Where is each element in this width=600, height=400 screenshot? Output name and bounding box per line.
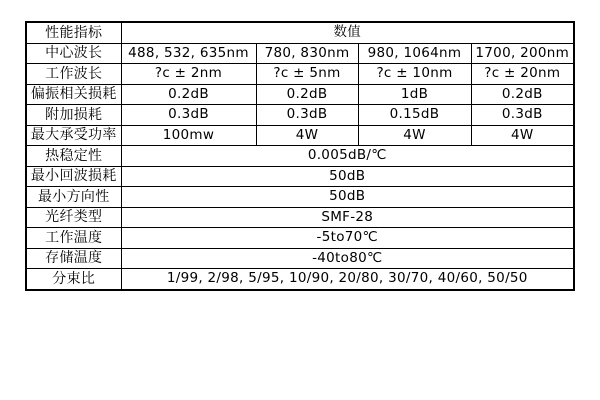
value-cell: -40to80℃ [121, 248, 574, 269]
row-min-return-loss [26, 166, 574, 187]
value-cell: 4W [256, 125, 358, 146]
spec-table [25, 21, 575, 291]
row-label: 分束比 [26, 269, 121, 290]
row-excess-loss [26, 105, 574, 126]
row-label: 工作温度 [26, 228, 121, 249]
value-cell: 1dB [358, 84, 471, 105]
value-cell: ?c ± 10nm [358, 64, 471, 85]
value-cell: 1/99, 2/98, 5/95, 10/90, 20/80, 30/70, 40/60, 50/50 [121, 269, 574, 290]
row-label: 最小回波损耗 [26, 166, 121, 187]
value-cell: ?c ± 2nm [121, 64, 256, 85]
value-cell: 4W [358, 125, 471, 146]
row-thermal-stability [26, 146, 574, 167]
row-label: 最大承受功率 [26, 125, 121, 146]
value-cell: 0.3dB [471, 105, 574, 126]
value-cell: 0.2dB [121, 84, 256, 105]
row-label: 偏振相关损耗 [26, 84, 121, 105]
row-min-directivity [26, 187, 574, 208]
row-header [26, 22, 574, 43]
row-working-wavelength [26, 64, 574, 85]
row-polarization-dependent-loss [26, 84, 574, 105]
row-label: 中心波长 [26, 43, 121, 64]
value-cell: ?c ± 5nm [256, 64, 358, 85]
value-cell: 0.15dB [358, 105, 471, 126]
row-center-wavelength [26, 43, 574, 64]
value-cell: ?c ± 20nm [471, 64, 574, 85]
value-cell: 50dB [121, 187, 574, 208]
value-cell: 0.2dB [256, 84, 358, 105]
row-fiber-type [26, 207, 574, 228]
row-label: 工作波长 [26, 64, 121, 85]
value-cell: 0.3dB [256, 105, 358, 126]
value-cell: 980, 1064nm [358, 43, 471, 64]
value-cell: -5to70℃ [121, 228, 574, 249]
value-cell: 4W [471, 125, 574, 146]
value-cell: 0.2dB [471, 84, 574, 105]
row-label: 附加损耗 [26, 105, 121, 126]
header-value-label: 数值 [121, 22, 574, 43]
value-cell: 1700, 200nm [471, 43, 574, 64]
row-operating-temperature [26, 228, 574, 249]
row-split-ratio [26, 269, 574, 290]
value-cell: 100mw [121, 125, 256, 146]
value-cell: 50dB [121, 166, 574, 187]
row-label: 存储温度 [26, 248, 121, 269]
value-cell: 488, 532, 635nm [121, 43, 256, 64]
row-max-power-handling [26, 125, 574, 146]
row-label: 最小方向性 [26, 187, 121, 208]
row-label: 热稳定性 [26, 146, 121, 167]
value-cell: 0.005dB/℃ [121, 146, 574, 167]
header-indicator-label: 性能指标 [26, 22, 121, 43]
row-storage-temperature [26, 248, 574, 269]
row-label: 光纤类型 [26, 207, 121, 228]
value-cell: 780, 830nm [256, 43, 358, 64]
value-cell: SMF-28 [121, 207, 574, 228]
value-cell: 0.3dB [121, 105, 256, 126]
